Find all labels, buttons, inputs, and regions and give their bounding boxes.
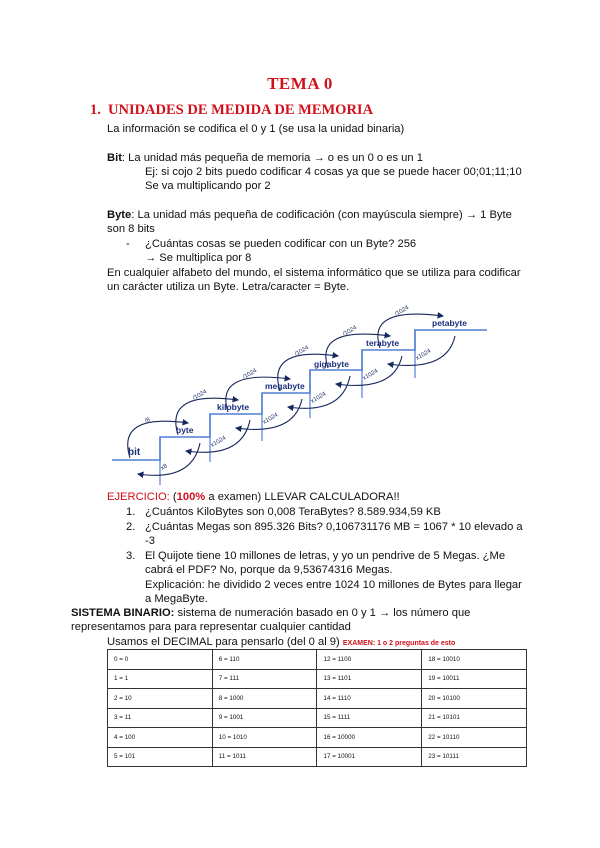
divide-label: /1024 [342,325,359,338]
byte-answer: → Se multiplica por 8 [145,252,252,264]
binary-text-cont: representamos para para representar cualquier cantidad [71,621,351,633]
exercise-3-line: Explicación: he dividido 2 veces entre 1024 10 millones de Bytes para llegar [145,579,522,591]
table-cell: 17 = 10001 [317,747,422,767]
unit-label-gigabyte: gigabyte [314,359,349,369]
table-cell: 5 = 101 [108,747,213,767]
unit-label-terabyte: terabyte [366,338,400,348]
table-cell: 7 = 111 [212,669,317,689]
multiply-label: x1024 [262,412,280,426]
binary-conversion-table [107,649,527,767]
table-cell: 6 = 110 [212,650,317,670]
exercise-paren: ( [172,491,177,503]
byte-definition-text: : La unidad más pequeña de codificación (con mayúscula siempre) → 1 Byte [131,209,512,221]
table-cell: 11 = 1011 [212,747,317,767]
byte-paragraph-line1: En cualquier alfabeto del mundo, el sistema informático que se utiliza para codificar [107,267,521,279]
exercise-note: a examen) LLEVAR CALCULADORA!! [205,491,400,503]
table-cell: 2 = 10 [108,689,213,709]
exercise-3-line: El Quijote tiene 10 millones de letras, y yo un pendrive de 5 Megas. ¿Me [145,550,506,562]
bullet-dash: - [126,238,130,250]
exercise-3-number: 3. [126,550,136,562]
intro-text: La información se codifica el 0 y 1 (se usa la unidad binaria) [107,123,405,135]
bit-definition-text: : La unidad más pequeña de memoria → o es un 0 o es un 1 [121,152,423,164]
unit-label-megabyte: megabyte [265,381,305,391]
table-row [108,747,527,767]
exercise-2-line: -3 [145,535,155,547]
unit-label-byte: byte [176,425,194,435]
table-cell: 8 = 1000 [212,689,317,709]
exercise-1-number: 1. [126,506,136,518]
bit-example: Ej: si cojo 2 bits puedo codificar 4 cosas ya que se puede hacer 00;01;11;10 [145,166,522,178]
table-cell: 1 = 1 [108,669,213,689]
table-cell: 20 = 10100 [422,689,527,709]
divide-label: /1024 [394,305,411,318]
divide-label: /1024 [294,345,311,358]
table-cell: 15 = 1111 [317,708,422,728]
table-cell: 0 = 0 [108,650,213,670]
binary-definition [71,606,470,620]
exercise-2-line: ¿Cuántas Megas son 895.326 Bits? 0,106731176 MB = 1067 * 10 elevado a [145,521,523,533]
exercise-label: EJERCICIO: [107,491,170,503]
section-title: UNIDADES DE MEDIDA DE MEMORIA [108,102,374,118]
table-cell: 18 = 10010 [422,650,527,670]
binary-usage-text: Usamos el DECIMAL para pensarlo (del 0 al 9) [107,636,340,648]
table-cell: 16 = 10000 [317,728,422,748]
staircase-arrows [128,314,455,475]
table-cell: 4 = 100 [108,728,213,748]
table-cell: 9 = 1001 [212,708,317,728]
byte-question: ¿Cuántas cosas se pueden codificar con un Byte? 256 [145,238,417,250]
exercise-3-line: cabrá el PDF? No, porque da 9,53674316 Megas. [145,564,393,576]
byte-definition-cont: son 8 bits [107,223,155,235]
exercise-3-line: a MegaByte. [145,593,208,605]
table-cell: 12 = 1100 [317,650,422,670]
exercise-1-line: ¿Cuántos KiloBytes son 0,008 TeraBytes? 8.589.934,59 KB [145,506,441,518]
bit-note: Se va multiplicando por 2 [145,180,271,192]
multiply-label: x8 [160,463,169,472]
table-cell: 23 = 10111 [422,747,527,767]
unit-label-petabyte: petabyte [432,318,467,328]
unit-label-bit: bit [128,447,141,458]
divide-label: /1024 [242,368,259,381]
table-row [108,728,527,748]
exercise-heading [107,490,400,504]
binary-text: sistema de numeración basado en 0 y 1 → los número que [174,607,471,619]
bit-term: Bit [107,152,122,164]
binary-heading: SISTEMA BINARIO: [71,607,175,619]
page-title: TEMA 0 [267,74,333,93]
byte-term: Byte [107,209,132,221]
byte-paragraph-line2: un carácter utiliza un Byte. Letra/caracter = Byte. [107,281,350,293]
table-cell: 19 = 10011 [422,669,527,689]
exercise-2-number: 2. [126,521,136,533]
table-row [108,650,527,670]
divide-label: /8 [144,417,152,425]
divide-label: /1024 [192,389,209,402]
table-cell: 21 = 10101 [422,708,527,728]
table-cell: 10 = 1010 [212,728,317,748]
table-row [108,689,527,709]
table-row [108,669,527,689]
multiply-label: x1024 [362,368,380,382]
table-cell: 14 = 1110 [317,689,422,709]
table-cell: 13 = 1101 [317,669,422,689]
table-row [108,708,527,728]
multiply-label: x1024 [210,435,228,449]
table-cell: 22 = 10110 [422,728,527,748]
section-number: 1. [90,102,101,118]
multiply-arrow [138,443,200,475]
multiply-arrow [186,420,250,452]
exercise-percent: 100% [176,491,206,503]
table-cell: 3 = 11 [108,708,213,728]
multiply-label: x1024 [310,391,328,405]
unit-label-kilobyte: kilobyte [217,402,250,412]
exam-note: EXAMEN: 1 o 2 preguntas de esto [342,640,456,647]
multiply-label: x1024 [415,348,433,362]
